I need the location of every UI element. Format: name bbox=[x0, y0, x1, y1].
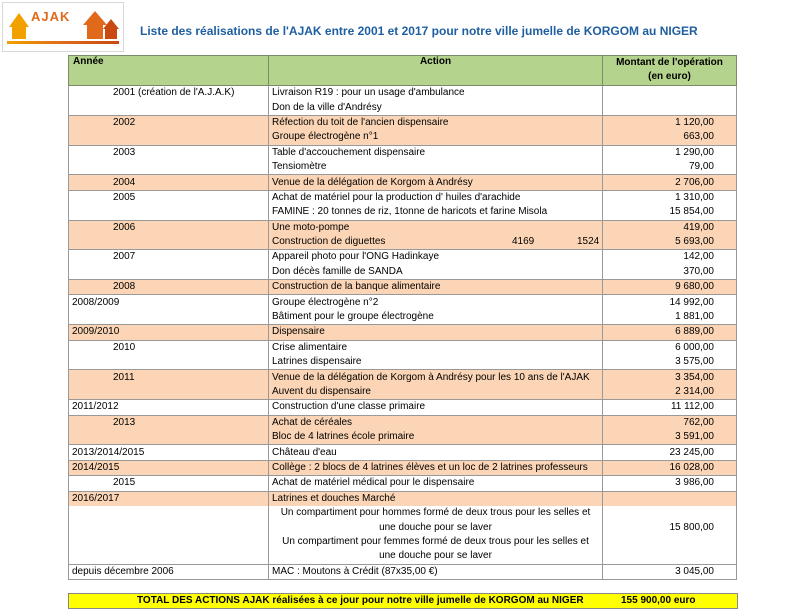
cell-action bbox=[269, 370, 603, 385]
cell-action-text: Un compartiment pour femmes formé de deux trous pour les selles et bbox=[282, 535, 589, 547]
logo-text: AJAK bbox=[31, 9, 71, 24]
cell-year: 2016/2017 bbox=[69, 491, 269, 506]
cell-action bbox=[269, 145, 603, 160]
cell-year bbox=[69, 385, 269, 400]
total-value: 155 900,00 euro bbox=[621, 595, 696, 606]
table-row bbox=[69, 370, 737, 385]
cell-year bbox=[69, 535, 269, 549]
cell-amount: 1 881,00 bbox=[603, 310, 737, 325]
cell-amount bbox=[603, 506, 737, 520]
cell-year bbox=[69, 355, 269, 370]
cell-amount: 15 854,00 bbox=[603, 205, 737, 220]
header-amount-line2: (en euro) bbox=[648, 71, 691, 82]
cell-action bbox=[269, 385, 603, 400]
cell-action bbox=[269, 535, 603, 549]
cell-year: 2003 bbox=[69, 145, 269, 160]
table-row bbox=[69, 86, 737, 101]
cell-amount: 6 000,00 bbox=[603, 340, 737, 355]
cell-amount: 79,00 bbox=[603, 160, 737, 175]
table-row bbox=[69, 145, 737, 160]
cell-amount: 2 314,00 bbox=[603, 385, 737, 400]
cell-amount: 3 591,00 bbox=[603, 430, 737, 445]
table-row bbox=[69, 130, 737, 145]
cell-amount bbox=[603, 100, 737, 115]
realisations-table-wrap bbox=[68, 55, 737, 580]
cell-action-text: Achat de matériel pour la production d' huiles d'arachide bbox=[272, 191, 521, 203]
cell-extra-value: 1524 bbox=[577, 236, 600, 248]
cell-year: 2013/2014/2015 bbox=[69, 445, 269, 460]
cell-year: 2015 bbox=[69, 476, 269, 491]
table-row bbox=[69, 445, 737, 460]
cell-action-text: Latrines et douches Marché bbox=[272, 492, 396, 504]
cell-action-text: Dispensaire bbox=[272, 326, 325, 338]
cell-action bbox=[269, 445, 603, 460]
cell-amount: 1 290,00 bbox=[603, 145, 737, 160]
cell-year: 2004 bbox=[69, 175, 269, 190]
cell-action-text: Château d'eau bbox=[272, 446, 337, 458]
total-label: TOTAL DES ACTIONS AJAK réalisées à ce jour pour notre ville jumelle de KORGOM au NIGER bbox=[137, 595, 584, 606]
cell-action-text: Livraison R19 : pour un usage d'ambulance bbox=[272, 87, 465, 99]
cell-action-text: une douche pour se laver bbox=[379, 521, 492, 533]
cell-action-text: Achat de céréales bbox=[272, 416, 353, 428]
realisations-table bbox=[68, 55, 737, 580]
table-row bbox=[69, 355, 737, 370]
table-row bbox=[69, 160, 737, 175]
cell-action bbox=[269, 130, 603, 145]
cell-action-text: Collège : 2 blocs de 4 latrines élèves et un loc de 2 latrines professeurs bbox=[272, 461, 588, 473]
cell-amount: 370,00 bbox=[603, 265, 737, 280]
cell-action-text: Groupe électrogène n°1 bbox=[272, 131, 379, 143]
cell-amount: 16 028,00 bbox=[603, 460, 737, 475]
cell-amount: 23 245,00 bbox=[603, 445, 737, 460]
cell-action-text: Un compartiment pour hommes formé de deux trous pour les selles et bbox=[280, 507, 591, 519]
cell-amount: 1 120,00 bbox=[603, 115, 737, 130]
table-row bbox=[69, 506, 737, 520]
table-row bbox=[69, 400, 737, 415]
header-amount-line1: Montant de l'opération bbox=[616, 57, 723, 68]
cell-year bbox=[69, 130, 269, 145]
table-row bbox=[69, 535, 737, 549]
cell-action-text: Don de la ville d'Andrésy bbox=[272, 101, 382, 113]
cell-amount: 1 310,00 bbox=[603, 190, 737, 205]
cell-action bbox=[269, 205, 603, 220]
cell-amount: 15 800,00 bbox=[603, 520, 737, 534]
cell-year: 2014/2015 bbox=[69, 460, 269, 475]
cell-action-text: Achat de matériel médical pour le dispensaire bbox=[272, 477, 475, 489]
cell-year bbox=[69, 520, 269, 534]
cell-action-text: Table d'accouchement dispensaire bbox=[272, 146, 426, 158]
table-row bbox=[69, 175, 737, 190]
cell-amount: 3 354,00 bbox=[603, 370, 737, 385]
table-row bbox=[69, 491, 737, 506]
table-row bbox=[69, 564, 737, 579]
cell-action bbox=[269, 295, 603, 310]
cell-amount: 9 680,00 bbox=[603, 280, 737, 295]
cell-year: 2010 bbox=[69, 340, 269, 355]
cell-amount: 14 992,00 bbox=[603, 295, 737, 310]
cell-amount: 663,00 bbox=[603, 130, 737, 145]
total-row bbox=[68, 593, 738, 609]
table-row bbox=[69, 340, 737, 355]
cell-amount: 142,00 bbox=[603, 250, 737, 265]
cell-amount: 3 986,00 bbox=[603, 476, 737, 491]
cell-action bbox=[269, 115, 603, 130]
table-row bbox=[69, 385, 737, 400]
cell-year: 2007 bbox=[69, 250, 269, 265]
cell-action-text: Groupe électrogène n°2 bbox=[272, 296, 379, 308]
table-row bbox=[69, 549, 737, 564]
ajak-logo bbox=[2, 2, 124, 52]
table-row bbox=[69, 220, 737, 235]
cell-action bbox=[269, 175, 603, 190]
table-row bbox=[69, 520, 737, 534]
cell-year bbox=[69, 235, 269, 250]
cell-action-text: Venue de la délégation de Korgom à Andrésy bbox=[272, 176, 473, 188]
cell-action-text: Latrines dispensaire bbox=[272, 356, 362, 368]
cell-action bbox=[269, 190, 603, 205]
cell-year bbox=[69, 205, 269, 220]
cell-action bbox=[269, 160, 603, 175]
table-row bbox=[69, 430, 737, 445]
cell-amount: 5 693,00 bbox=[603, 235, 737, 250]
cell-year: depuis décembre 2006 bbox=[69, 564, 269, 579]
cell-action-text: Appareil photo pour l'ONG Hadinkaye bbox=[272, 251, 440, 263]
cell-amount: 6 889,00 bbox=[603, 325, 737, 340]
cell-year: 2013 bbox=[69, 415, 269, 430]
table-row bbox=[69, 460, 737, 475]
cell-action bbox=[269, 250, 603, 265]
table-row bbox=[69, 205, 737, 220]
cell-action bbox=[269, 355, 603, 370]
cell-action bbox=[269, 564, 603, 579]
cell-amount bbox=[603, 491, 737, 506]
cell-action bbox=[269, 460, 603, 475]
cell-year: 2008/2009 bbox=[69, 295, 269, 310]
cell-action-text: Don décès famille de SANDA bbox=[272, 265, 403, 277]
cell-action-text: une douche pour se laver bbox=[379, 550, 492, 562]
cell-action bbox=[269, 415, 603, 430]
cell-year: 2005 bbox=[69, 190, 269, 205]
cell-action bbox=[269, 325, 603, 340]
cell-action bbox=[269, 265, 603, 280]
table-row bbox=[69, 325, 737, 340]
cell-action-text: Auvent du dispensaire bbox=[272, 386, 371, 397]
cell-action-text: Bâtiment pour le groupe électrogène bbox=[272, 311, 434, 323]
cell-year bbox=[69, 310, 269, 325]
cell-action bbox=[269, 400, 603, 415]
cell-year: 2001 (création de l'A.J.A.K) bbox=[69, 86, 269, 101]
cell-amount: 3 045,00 bbox=[603, 564, 737, 579]
cell-action bbox=[269, 340, 603, 355]
logo-underline bbox=[7, 41, 119, 44]
cell-action bbox=[269, 86, 603, 101]
cell-amount bbox=[603, 86, 737, 101]
table-row bbox=[69, 310, 737, 325]
table-row bbox=[69, 190, 737, 205]
cell-action-text: Venue de la délégation de Korgom à Andrésy pour les 10 ans de l'AJAK bbox=[272, 371, 590, 383]
cell-year bbox=[69, 160, 269, 175]
cell-action bbox=[269, 520, 603, 534]
cell-year: 2008 bbox=[69, 280, 269, 295]
table-row bbox=[69, 476, 737, 491]
cell-action-text: Construction de la banque alimentaire bbox=[272, 281, 441, 293]
table-row bbox=[69, 250, 737, 265]
cell-action bbox=[269, 549, 603, 564]
cell-amount: 2 706,00 bbox=[603, 175, 737, 190]
cell-action bbox=[269, 430, 603, 445]
cell-year: 2011/2012 bbox=[69, 400, 269, 415]
cell-year bbox=[69, 430, 269, 445]
table-row bbox=[69, 115, 737, 130]
table-row bbox=[69, 100, 737, 115]
table-row bbox=[69, 280, 737, 295]
cell-year bbox=[69, 506, 269, 520]
cell-action bbox=[269, 100, 603, 115]
page-title: Liste des réalisations de l'AJAK entre 2001 et 2017 pour notre ville jumelle de KORGOM au NIGER bbox=[140, 24, 698, 38]
cell-action-text: FAMINE : 20 tonnes de riz, 1tonne de haricots et farine Misola bbox=[272, 206, 548, 218]
cell-amount: 3 575,00 bbox=[603, 355, 737, 370]
header-year: Année bbox=[69, 56, 269, 86]
table-row bbox=[69, 415, 737, 430]
cell-action-text: Tensiomètre bbox=[272, 161, 327, 173]
cell-year: 2009/2010 bbox=[69, 325, 269, 340]
cell-action-text: Une moto-pompe bbox=[272, 221, 350, 233]
cell-year bbox=[69, 549, 269, 564]
cell-amount: 762,00 bbox=[603, 415, 737, 430]
header-action: Action bbox=[269, 56, 603, 86]
table-row bbox=[69, 235, 737, 250]
cell-action bbox=[269, 310, 603, 325]
cell-action-text: MAC : Moutons à Crédit (87x35,00 €) bbox=[272, 565, 438, 577]
cell-action bbox=[269, 280, 603, 295]
cell-year bbox=[69, 100, 269, 115]
cell-action bbox=[269, 220, 603, 235]
cell-action-text: Construction de diguettes bbox=[272, 236, 386, 248]
cell-action bbox=[269, 506, 603, 520]
table-row bbox=[69, 265, 737, 280]
cell-extra-value: 4169 bbox=[512, 236, 535, 248]
cell-action bbox=[269, 476, 603, 491]
cell-year: 2002 bbox=[69, 115, 269, 130]
cell-amount bbox=[603, 535, 737, 549]
cell-action bbox=[269, 235, 603, 250]
cell-year: 2006 bbox=[69, 220, 269, 235]
cell-action-text: Bloc de 4 latrines école primaire bbox=[272, 431, 415, 443]
cell-amount: 419,00 bbox=[603, 220, 737, 235]
cell-amount: 11 112,00 bbox=[603, 400, 737, 415]
table-body bbox=[69, 86, 737, 580]
cell-amount bbox=[603, 549, 737, 564]
cell-action-text: Crise alimentaire bbox=[272, 341, 348, 353]
table-row bbox=[69, 295, 737, 310]
cell-action bbox=[269, 491, 603, 506]
cell-year: 2011 bbox=[69, 370, 269, 385]
cell-action-text: Construction d'une classe primaire bbox=[272, 401, 426, 413]
cell-year bbox=[69, 265, 269, 280]
header-amount bbox=[603, 56, 737, 86]
cell-action-text: Réfection du toit de l'ancien dispensaire bbox=[272, 116, 449, 128]
